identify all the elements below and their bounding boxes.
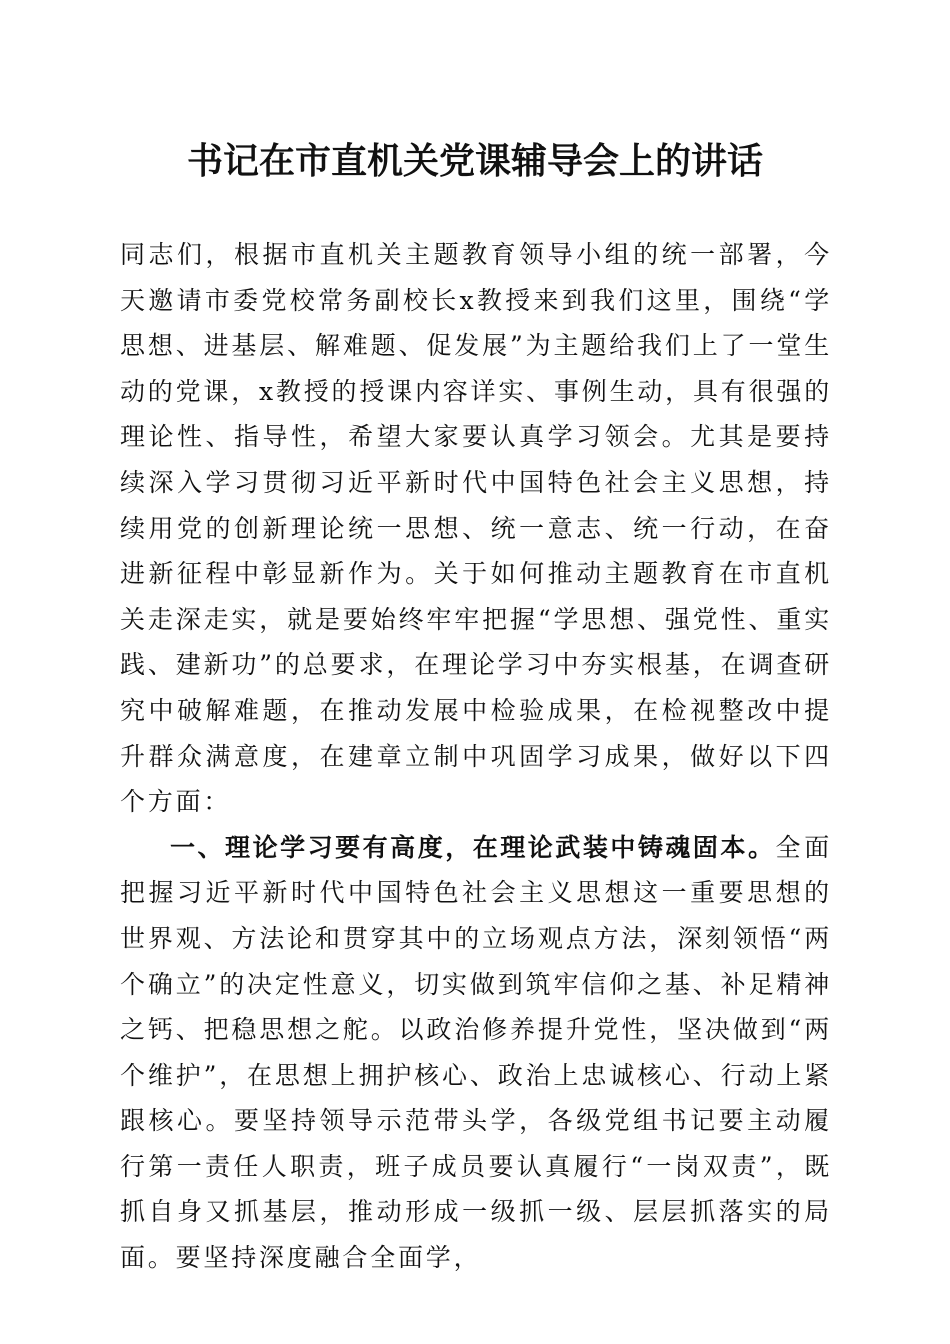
document-body — [120, 232, 832, 1281]
section-one-heading: 一、理论学习要有高度，在理论武装中铸魂固本。 — [170, 832, 776, 862]
section-one-paragraph — [120, 825, 832, 1281]
section-one-text: 全面把握习近平新时代中国特色社会主义思想这一重要思想的世界观、方法论和贯穿其中的立场观点方法，深刻领悟“两个确立”的决定性意义，切实做到筑牢信仰之基、补足精神之钙、把稳思想之舵。以政治修养提升党性，坚决做到“两个维护”，在思想上拥护核心、政治上忠诚核心、行动上紧跟核心。要坚持领导示范带头学，各级党组书记要主动履行第一责任人职责，班子成员要认真履行“一岗双责”，既抓自身又抓基层，推动形成一级抓一级、层层抓落实的局面。要坚持深度融合全面学， — [120, 832, 832, 1273]
intro-paragraph: 同志们，根据市直机关主题教育领导小组的统一部署，今天邀请市委党校常务副校长x教授来到我们这里，围绕“学思想、进基层、解难题、促发展”为主题给我们上了一堂生动的党课，x教授的授课内容详实、事例生动，具有很强的理论性、指导性，希望大家要认真学习领会。尤其是要持续深入学习贯彻习近平新时代中国特色社会主义思想，持续用党的创新理论统一思想、统一意志、统一行动，在奋进新征程中彰显新作为。关于如何推动主题教育在市直机关走深走实，就是要始终牢牢把握“学思想、强党性、重实践、建新功”的总要求，在理论学习中夯实根基，在调查研究中破解难题，在推动发展中检验成果，在检视整改中提升群众满意度，在建章立制中巩固学习成果，做好以下四个方面： — [120, 240, 832, 817]
document-title: 书记在市直机关党课辅导会上的讲话 — [186, 140, 763, 182]
